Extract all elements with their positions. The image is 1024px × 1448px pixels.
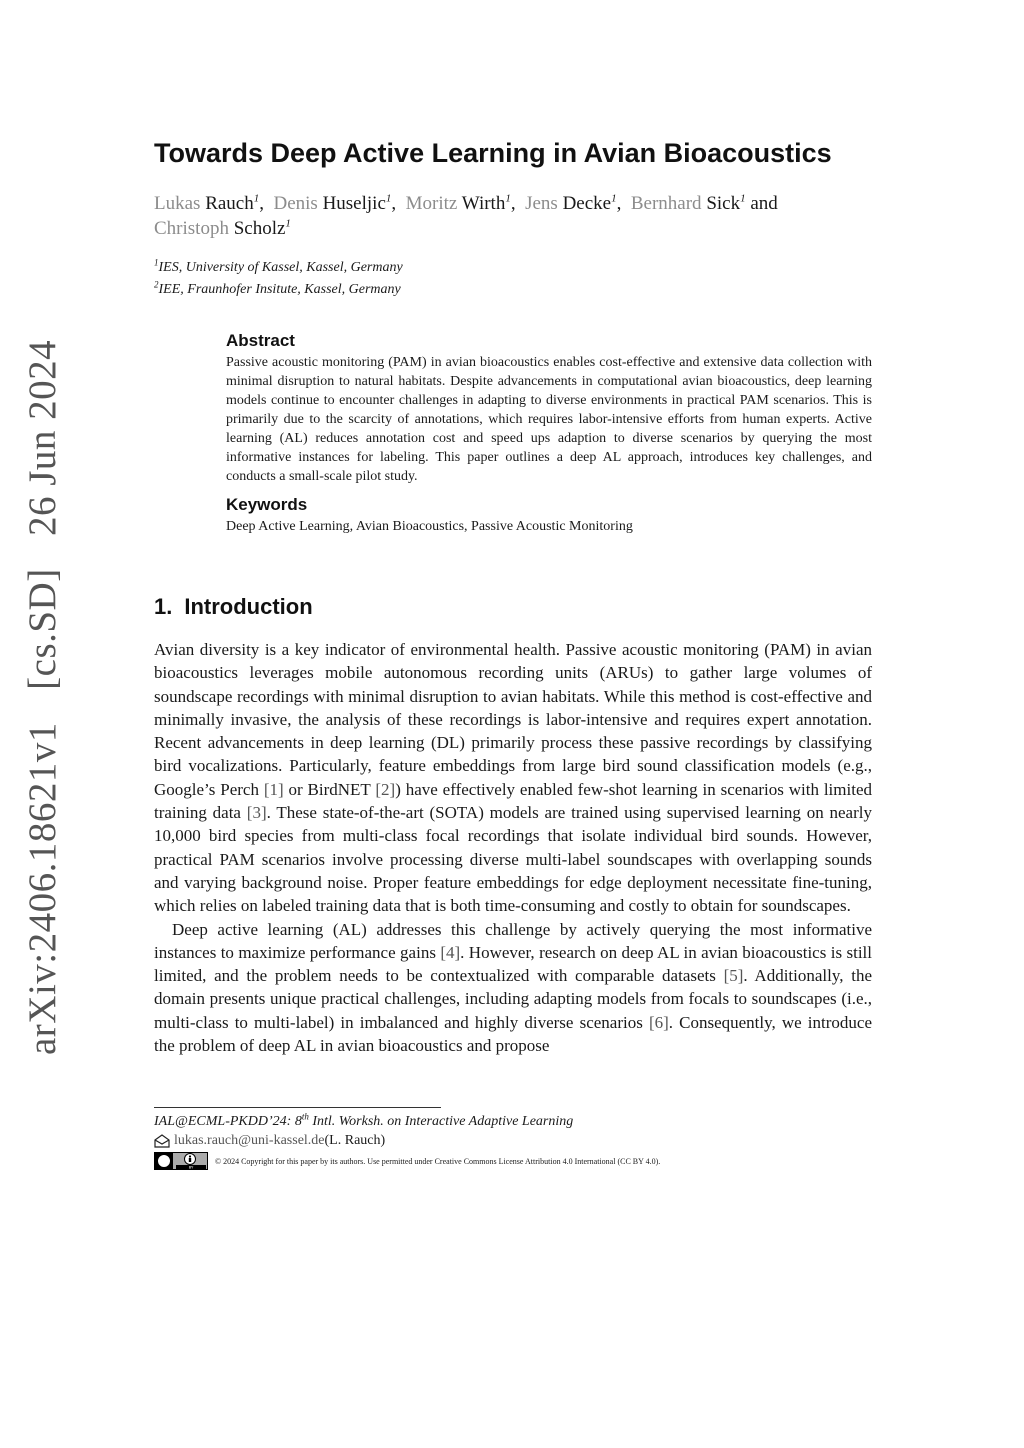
- affiliation: $^1$IES, University of Kassel, Kassel, Germany: [154, 257, 403, 275]
- citation-link[interactable]: [4]: [440, 942, 461, 962]
- author: Christoph Scholz$^1$: [154, 217, 291, 239]
- email-footnote: lukas.rauch@uni-kassel.de (L. Rauch): [154, 1133, 385, 1149]
- paragraph: Avian diversity is a key indicator of environmental health. Passive acoustic monitoring (PAM) in avian bioacoustics leverages mobile autonomous recording units (ARUs) to gather large volumes of soundscape recordings with minimal disruption to avian habitats. While this method is cost-effective and minimally invasive, the analysis of these recordings is labor-intensive and requires expert annotation. Recent advancements in deep learning (DL) primarily process these passive recordings by classifying bird vocalizations. Particularly, feature embeddings from large bird sound classification models (e.g., Google’s Perch [1] or BirdNET [2]) have effectively enabled few-shot learning in scenarios with limited training data [3]. These state-of-the-art (SOTA) models are trained using supervised learning on nearly 10,000 bird species from multi-class focal recordings that isolate individual bird sounds. However, practical PAM scenarios involve processing diverse multi-label soundscapes with overlapping sounds and varying background noise. Proper feature embeddings for edge deployment necessitate fine-tuning, which relies on labeled training data that is both time-consuming and costly to obtain for soundscapes.: [154, 640, 872, 916]
- section-heading-introduction: 1. Introduction: [154, 594, 313, 619]
- abstract-heading: Abstract: [226, 331, 295, 350]
- email-link[interactable]: lukas.rauch@uni-kassel.de: [174, 1133, 325, 1148]
- author: Lukas Rauch$^1$: [154, 192, 260, 214]
- license-footnote: [154, 1152, 660, 1170]
- arxiv-id: arXiv:2406.18621v1: [21, 722, 64, 1055]
- cc-by-badge-icon: [154, 1152, 208, 1170]
- paragraph: Deep active learning (AL) addresses this challenge by actively querying the most informative instances to maximize performance gains [4]. However, research on deep AL in avian bioacoustics is still limited, and the problem needs to be contextualized with comparable datasets [5]. Additionally, the domain presents unique practical challenges, including adapting models from focals to soundscapes (i.e., multi-class to multi-label) in imbalanced and highly diverse scenarios [6]. Consequently, we introduce the problem of deep AL in avian bioacoustics and propose: [154, 919, 872, 1056]
- envelope-icon: [154, 1134, 170, 1148]
- arxiv-date: 26 Jun 2024: [21, 339, 64, 537]
- author-list: Lukas Rauch$^1$, Denis Huseljic$^1$, Moritz Wirth$^1$, Jens Decke$^1$, Bernhard Sick$^1$ and Christoph Scholz$^1$: [154, 192, 778, 239]
- citation-link[interactable]: [2]: [375, 779, 396, 799]
- keywords-section: [226, 495, 872, 536]
- venue-footnote: IAL@ECML-PKDD’24: 8th Intl. Worksh. on Interactive Adaptive Learning: [154, 1111, 574, 1129]
- author: Moritz Wirth$^1$: [405, 192, 511, 214]
- citation-link[interactable]: [3]: [246, 803, 267, 823]
- affiliation: $^2$IEE, Fraunhofer Insitute, Kassel, Germany: [154, 279, 401, 297]
- license-text: © 2024 Copyright for this paper by its authors. Use permitted under Creative Commons License Attribution 4.0 International (CC BY 4.0).: [215, 1156, 661, 1166]
- footnote-rule: [154, 1107, 441, 1108]
- paper-title: Towards Deep Active Learning in Avian Bioacoustics: [154, 138, 832, 168]
- citation-link[interactable]: [1]: [263, 779, 284, 799]
- keywords-heading: Keywords: [226, 495, 308, 514]
- author: Bernhard Sick$^1$: [630, 192, 746, 214]
- introduction-body: [154, 638, 872, 1057]
- arxiv-category: [cs.SD]: [21, 568, 64, 690]
- arxiv-stamp: [20, 318, 65, 1055]
- author: Jens Decke$^1$: [525, 192, 617, 214]
- abstract-section: [226, 331, 872, 486]
- citation-link[interactable]: [6]: [648, 1012, 669, 1032]
- citation-link[interactable]: [5]: [723, 966, 744, 986]
- keywords-text: Deep Active Learning, Avian Bioacoustics, Passive Acoustic Monitoring: [226, 519, 633, 534]
- badge-label: BY: [188, 1164, 194, 1170]
- abstract-text: Passive acoustic monitoring (PAM) in avian bioacoustics enables cost-effective and extensive data collection with minimal disruption to natural habitats. Despite advancements in computational avian bioacoustics, deep learning models continue to encounter challenges in adapting to diverse environments in practical PAM scenarios. This is primarily due to the scarcity of annotations, which requires labor-intensive efforts from human experts. Active learning (AL) reduces annotation cost and speed ups adaption to diverse scenarios by querying the most informative instances for labeling. This paper outlines a deep AL approach, introduces key challenges, and conducts a small-scale pilot study.: [226, 355, 872, 484]
- author: Denis Huseljic$^1$: [273, 192, 392, 214]
